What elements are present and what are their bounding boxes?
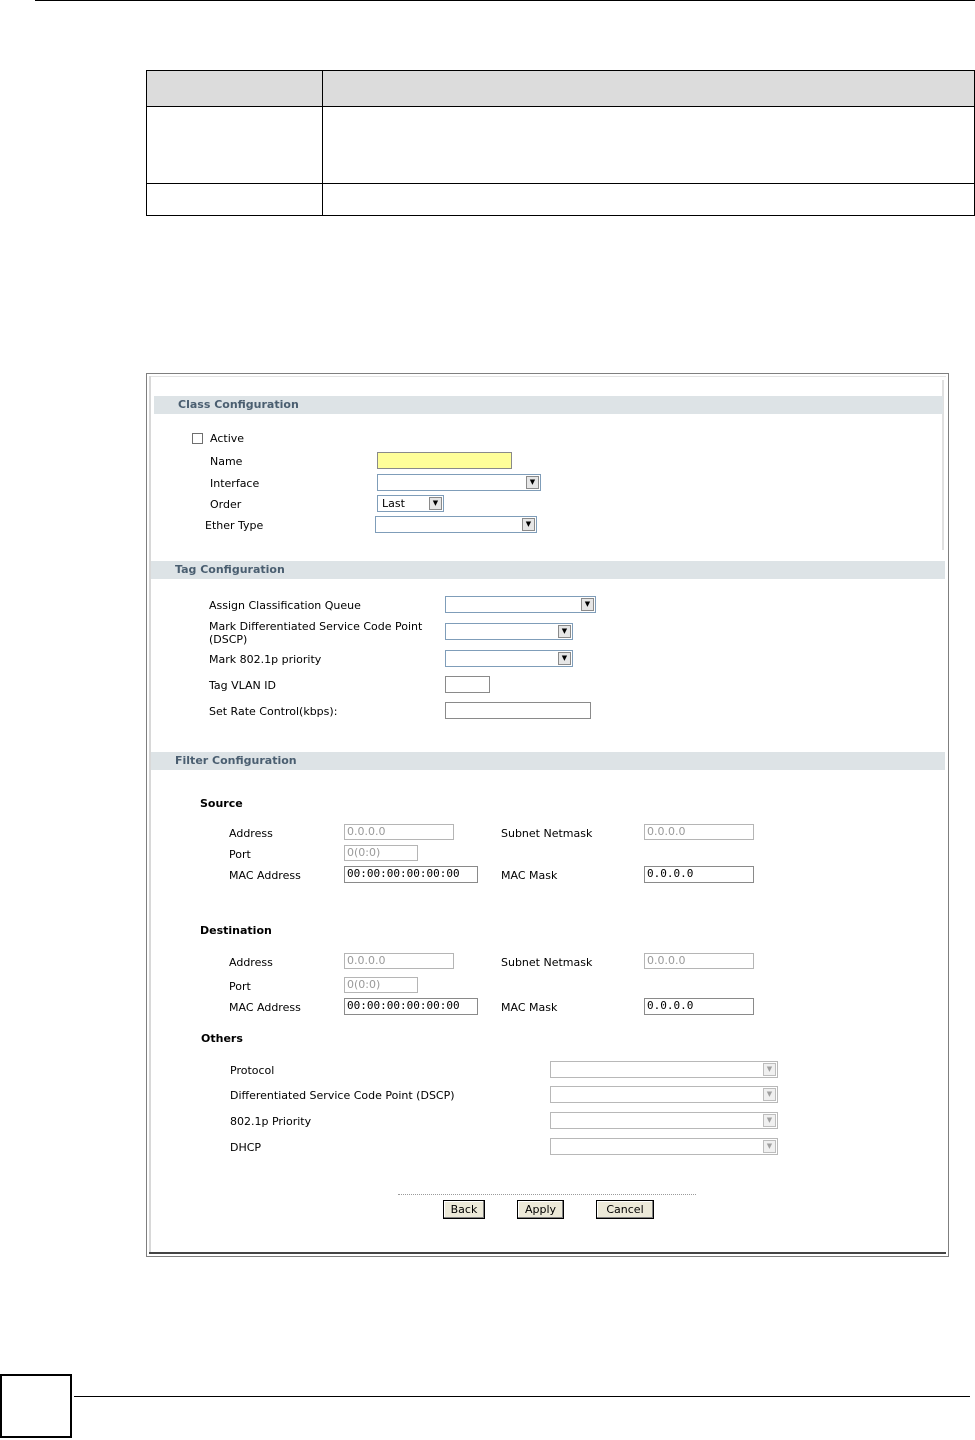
protocol-select[interactable]: [550, 1061, 778, 1078]
class-config-header: Class Configuration: [154, 396, 943, 414]
priority-mark-select[interactable]: [445, 650, 573, 667]
dscp-filter-label: Differentiated Service Code Point (DSCP): [230, 1089, 455, 1102]
table-row-divider: [147, 183, 974, 184]
order-select[interactable]: [377, 495, 444, 512]
chevron-down-icon[interactable]: ▼: [763, 1140, 776, 1153]
frame-edge-bottom: [149, 1252, 946, 1254]
protocol-label: Protocol: [230, 1064, 275, 1077]
apply-button[interactable]: Apply: [517, 1200, 564, 1219]
chevron-down-icon[interactable]: ▼: [763, 1114, 776, 1127]
chevron-down-icon[interactable]: ▼: [526, 476, 539, 489]
source-address-input[interactable]: 0.0.0.0: [344, 824, 454, 840]
destination-subnet-label: Subnet Netmask: [501, 956, 593, 969]
table-column-divider: [322, 71, 323, 215]
priority-mark-label: Mark 802.1p priority: [209, 653, 322, 666]
rate-control-label: Set Rate Control(kbps):: [209, 705, 338, 718]
chevron-down-icon[interactable]: ▼: [558, 625, 571, 638]
source-mac-mask-label: MAC Mask: [501, 869, 558, 882]
source-mac-input[interactable]: 00:00:00:00:00:00: [344, 866, 478, 883]
interface-select[interactable]: [377, 474, 541, 491]
destination-address-label: Address: [229, 956, 273, 969]
ether-type-select[interactable]: [375, 516, 537, 533]
ether-type-label: Ether Type: [205, 519, 264, 532]
dscp-mark-label-line2: (DSCP): [209, 633, 248, 646]
dscp-filter-select[interactable]: [550, 1086, 778, 1103]
table-header-row: [147, 71, 974, 107]
destination-mac-label: MAC Address: [229, 1001, 301, 1014]
destination-port-input[interactable]: 0(0:0): [344, 977, 418, 993]
button-separator: [398, 1194, 696, 1195]
name-label: Name: [210, 455, 243, 468]
source-subnet-label: Subnet Netmask: [501, 827, 593, 840]
chevron-down-icon[interactable]: ▼: [763, 1088, 776, 1101]
name-input[interactable]: [377, 452, 512, 469]
source-port-label: Port: [229, 848, 251, 861]
chevron-down-icon[interactable]: ▼: [429, 497, 442, 510]
active-checkbox[interactable]: [192, 433, 203, 444]
source-heading: Source: [200, 797, 243, 810]
order-select-value: Last: [382, 497, 405, 510]
top-rule: [35, 0, 975, 1]
interface-label: Interface: [210, 477, 260, 490]
queue-label: Assign Classification Queue: [209, 599, 361, 612]
dhcp-select[interactable]: [550, 1138, 778, 1155]
source-address-label: Address: [229, 827, 273, 840]
destination-subnet-input[interactable]: 0.0.0.0: [644, 953, 754, 969]
page-number-box: [0, 1374, 72, 1438]
priority-filter-label: 802.1p Priority: [230, 1115, 312, 1128]
others-heading: Others: [201, 1032, 243, 1045]
queue-select[interactable]: [445, 596, 596, 613]
destination-heading: Destination: [200, 924, 272, 937]
reference-table: [146, 70, 975, 216]
order-label: Order: [210, 498, 242, 511]
tag-config-header: Tag Configuration: [151, 561, 945, 579]
dhcp-label: DHCP: [230, 1141, 262, 1154]
dscp-mark-select[interactable]: [445, 623, 573, 640]
chevron-down-icon[interactable]: ▼: [581, 598, 594, 611]
chevron-down-icon[interactable]: ▼: [522, 518, 535, 531]
rate-control-input[interactable]: [445, 702, 591, 719]
filter-config-header: Filter Configuration: [151, 752, 945, 770]
active-label: Active: [210, 432, 245, 445]
source-mac-label: MAC Address: [229, 869, 301, 882]
cancel-button[interactable]: Cancel: [596, 1200, 654, 1219]
destination-address-input[interactable]: 0.0.0.0: [344, 953, 454, 969]
destination-port-label: Port: [229, 980, 251, 993]
destination-mac-mask-input[interactable]: 0.0.0.0: [644, 998, 754, 1015]
frame-edge-left: [149, 376, 151, 1254]
chevron-down-icon[interactable]: ▼: [558, 652, 571, 665]
frame-edge-top: [151, 376, 946, 377]
vlan-id-input[interactable]: [445, 676, 490, 693]
destination-mac-mask-label: MAC Mask: [501, 1001, 558, 1014]
vlan-id-label: Tag VLAN ID: [209, 679, 276, 692]
source-subnet-input[interactable]: 0.0.0.0: [644, 824, 754, 840]
source-mac-mask-input[interactable]: 0.0.0.0: [644, 866, 754, 883]
source-port-input[interactable]: 0(0:0): [344, 845, 418, 861]
footer-rule: [74, 1396, 970, 1397]
back-button[interactable]: Back: [443, 1200, 485, 1219]
destination-mac-input[interactable]: 00:00:00:00:00:00: [344, 998, 478, 1015]
dscp-mark-label-line1: Mark Differentiated Service Code Point: [209, 620, 423, 633]
priority-filter-select[interactable]: [550, 1112, 778, 1129]
chevron-down-icon[interactable]: ▼: [763, 1063, 776, 1076]
